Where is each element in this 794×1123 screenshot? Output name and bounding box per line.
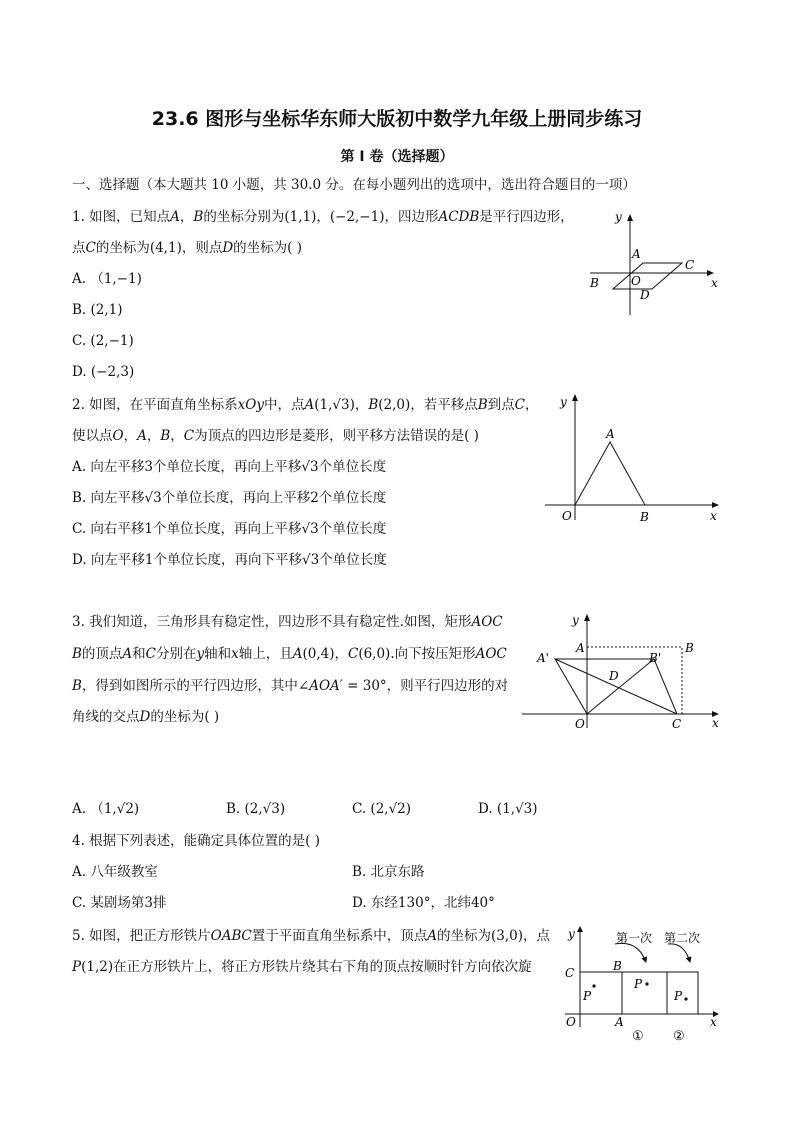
q3-option-c: C. (2,√2) xyxy=(352,801,412,817)
q3-diagonal-1 xyxy=(555,659,677,714)
q3-label-b: B xyxy=(685,641,694,655)
volume-title: 第 I 卷（选择题） xyxy=(340,149,454,165)
q1-option-d: D. (−2,3) xyxy=(72,364,135,380)
q2-option-b: B. 向左平移√3个单位长度，再向上平移2个单位长度 xyxy=(72,490,387,506)
q5-point-p1 xyxy=(592,984,595,987)
q3-label-x: x xyxy=(712,716,719,730)
q3-rectangle-dotted xyxy=(587,647,682,714)
q1-parallelogram xyxy=(613,263,682,289)
q2-line2: 使以点𝑂，𝐴，𝐵，𝐶为顶点的四边形是菱形，则平移方法错误的是( ) xyxy=(72,428,479,444)
q3-line2: 𝐵的顶点𝐴和𝐶分别在𝑦轴和𝑥轴上，且𝐴(0,4)，𝐶(6,0).向下按压矩形𝐴𝑂𝐶 xyxy=(72,646,507,662)
q3-option-d: D. (1,√3) xyxy=(478,801,538,817)
q5-label-c: C xyxy=(565,966,575,980)
page-title: 23.6 图形与坐标华东师大版初中数学九年级上册同步练习 xyxy=(151,108,643,130)
q2-option-c: C. 向右平移1个单位长度，再向上平移√3个单位长度 xyxy=(72,521,387,537)
q5-label-o: O xyxy=(566,1015,576,1029)
q1-label-c: C xyxy=(685,258,695,272)
q5-line2: 𝑃(1,2)在正方形铁片上，将正方形铁片绕其右下角的顶点按顺时针方向依次旋 xyxy=(72,959,532,975)
q1-option-a: A. （1,−1) xyxy=(72,271,142,287)
q2-option-a: A. 向左平移3个单位长度，再向上平移√3个单位长度 xyxy=(72,459,387,475)
q3-label-b1: B' xyxy=(649,651,662,665)
q3-option-a: A. （1,√2) xyxy=(72,801,140,817)
q3-label-y: y xyxy=(572,613,579,627)
q5-label-a: A xyxy=(615,1015,624,1029)
q2-label-a: A xyxy=(606,427,615,441)
q5-label-second: 第二次 xyxy=(664,931,701,945)
q1-label-y: y xyxy=(615,210,622,224)
q4-option-c: C. 某剧场第3排 xyxy=(72,895,167,911)
q3-line4: 角线的交点𝐷的坐标为( ) xyxy=(72,709,220,725)
q5-rotation-arrow-2 xyxy=(668,944,690,962)
q3-option-b: B. (2,√3) xyxy=(226,801,286,817)
q5-line1: 5. 如图，把正方形铁片𝑂𝐴𝐵𝐶置于平面直角坐标系中，顶点𝐴的坐标为(3,0)，点 xyxy=(72,928,550,944)
q2-label-x: x xyxy=(710,509,717,523)
q3-diagonal-2 xyxy=(587,659,654,714)
q2-label-o: O xyxy=(562,509,572,523)
q5-label-p1: P xyxy=(583,989,592,1003)
q3-label-d: D xyxy=(609,669,619,683)
q3-line1: 3. 我们知道，三角形具有稳定性，四边形不具有稳定性.如图，矩形𝐴𝑂𝐶 xyxy=(72,614,503,630)
q3-label-c: C xyxy=(672,717,682,731)
q2-line1: 2. 如图，在平面直角坐标系𝑥𝑂𝑦中，点𝐴(1,√3)，𝐵(2,0)，若平移点𝐵到点𝐶， xyxy=(72,397,539,413)
q1-label-b: B xyxy=(590,276,599,290)
q5-label-circle-1: ① xyxy=(632,1029,644,1044)
q5-label-first: 第一次 xyxy=(616,931,653,945)
q3-figure xyxy=(520,610,725,735)
q5-point-p2 xyxy=(645,982,648,985)
q5-point-p3 xyxy=(684,997,687,1000)
q2-label-y: y xyxy=(560,395,567,409)
q3-label-a1: A' xyxy=(537,651,549,665)
q2-label-b: B xyxy=(640,510,649,524)
q1-label-d: D xyxy=(640,288,650,302)
q1-label-a: A xyxy=(632,247,641,261)
q3-label-a: A xyxy=(576,641,585,655)
q5-label-p3: P xyxy=(674,989,683,1003)
q4-option-d: D. 东经130°，北纬40° xyxy=(352,895,495,911)
q4-option-b: B. 北京东路 xyxy=(352,864,425,880)
q2-triangle xyxy=(575,442,645,505)
q5-figure xyxy=(560,922,730,1047)
q5-label-p2: P xyxy=(634,977,643,991)
q5-square-first xyxy=(622,972,667,1014)
q2-option-d: D. 向左平移1个单位长度，再向下平移√3个单位长度 xyxy=(72,552,387,568)
q5-label-x: x xyxy=(710,1015,717,1029)
q3-label-o: O xyxy=(575,717,585,731)
q5-label-b: B xyxy=(613,959,622,973)
section-heading: 一、选择题（本大题共 10 小题，共 30.0 分。在每小题列出的选项中，选出符合题目的一项） xyxy=(72,177,636,193)
q5-label-y: y xyxy=(568,927,575,941)
q4-option-a: A. 八年级教室 xyxy=(72,864,158,880)
q5-label-circle-2: ② xyxy=(673,1029,685,1044)
q3-line3: 𝐵，得到如图所示的平行四边形，其中∠𝐴𝑂𝐴′ = 30°，则平行四边形的对 xyxy=(72,678,509,694)
q1-option-c: C. (2,−1) xyxy=(72,333,134,349)
q1-figure xyxy=(585,205,725,320)
q5-square-second xyxy=(667,972,698,1014)
q2-figure xyxy=(540,390,725,530)
q4-line1: 4. 根据下列表述，能确定具体位置的是( ) xyxy=(72,833,320,849)
q1-label-x: x xyxy=(711,276,718,290)
q1-line1: 1. 如图，已知点𝐴，𝐵的坐标分别为(1,1)，(−2,−1)，四边形𝐴𝐶𝐷𝐵是平行四边形， xyxy=(72,209,574,225)
q1-option-b: B. (2,1) xyxy=(72,302,123,318)
q1-label-o: O xyxy=(631,274,641,288)
q1-line2: 点𝐶的坐标为(4,1)，则点𝐷的坐标为( ) xyxy=(72,240,302,256)
